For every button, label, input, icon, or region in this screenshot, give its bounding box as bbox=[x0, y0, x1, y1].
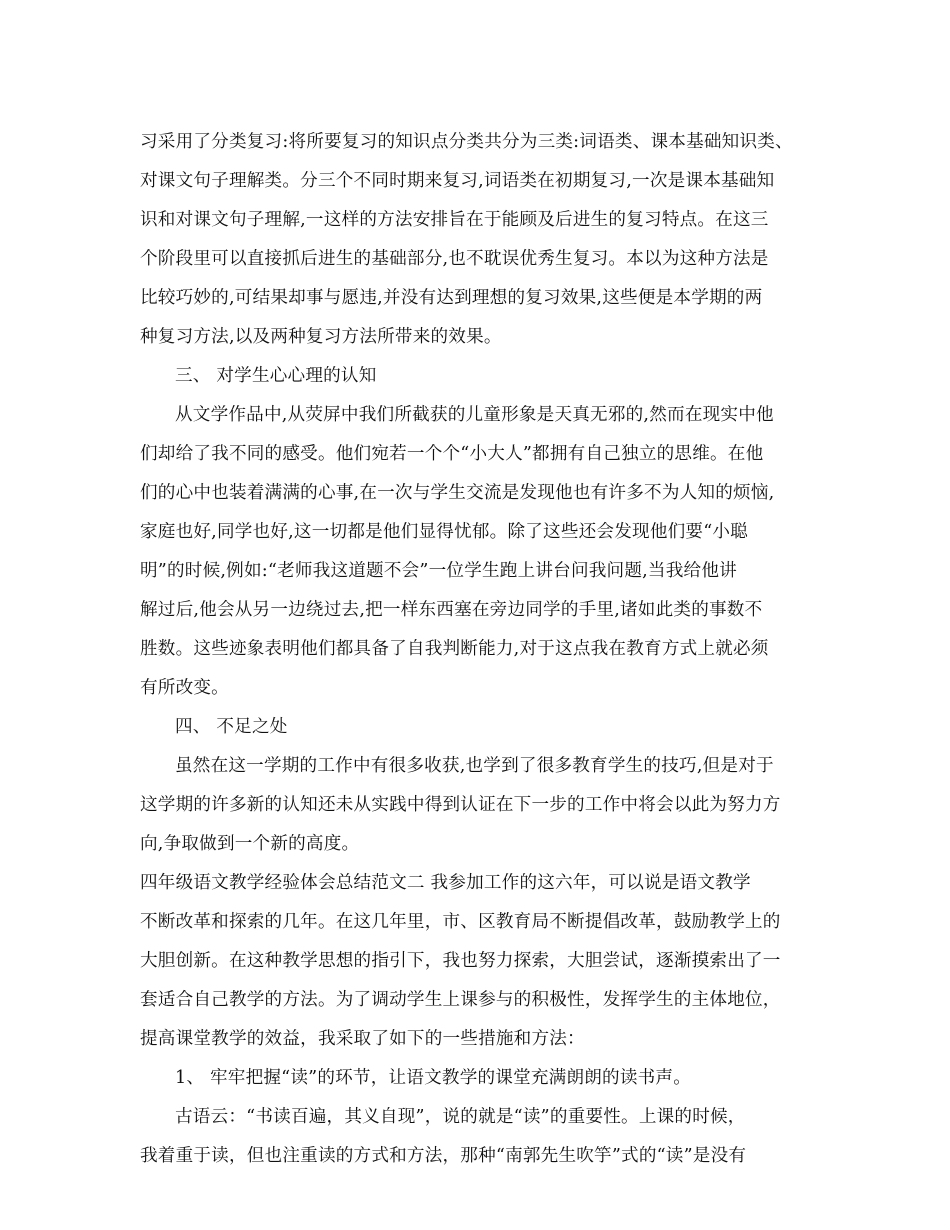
text-line: 解过后,他会从另一边绕过去,把一样东西塞在旁边同学的手里,诸如此类的事数不 bbox=[140, 600, 763, 620]
section-heading: 1、 牢牢把握“读”的环节，让语文教学的课堂充满朗朗的读书声。 bbox=[175, 1068, 692, 1088]
text-line: 我着重于读，但也注重读的方式和方法，那种“南郭先生吹竽”式的“读”是没有 bbox=[140, 1146, 747, 1166]
text-line: 对课文句子理解类。分三个不同时期来复习,词语类在初期复习,一次是课本基础知 bbox=[140, 171, 775, 191]
text-line: 个阶段里可以直接抓后进生的基础部分,也不耽误优秀生复习。本以为这种方法是 bbox=[140, 249, 769, 269]
text-line: 古语云：“书读百遍，其义自现”，说的就是“读”的重要性。上课的时候， bbox=[175, 1107, 746, 1127]
text-line: 种复习方法,以及两种复习方法所带来的效果。 bbox=[140, 327, 502, 347]
text-line: 家庭也好,同学也好,这一切都是他们显得忧郁。除了这些还会发现他们要“小聪 bbox=[140, 522, 748, 542]
text-line: 比较巧妙的,可结果却事与愿违,并没有达到理想的复习效果,这些便是本学期的两 bbox=[140, 288, 763, 308]
text-line: 从文学作品中,从荧屏中我们所截获的儿童形象是天真无邪的,然而在现实中他 bbox=[175, 405, 774, 425]
section-heading: 四、 不足之处 bbox=[175, 717, 288, 737]
article-title-line: 四年级语文教学经验体会总结范文二 我参加工作的这六年，可以说是语文教学 bbox=[140, 873, 751, 893]
text-line: 明”的时候,例如:“老师我这道题不会”一位学生跑上讲台问我问题,当我给他讲 bbox=[140, 561, 737, 581]
text-line: 有所改变。 bbox=[140, 678, 229, 698]
text-line: 虽然在这一学期的工作中有很多收获,也学到了很多教育学生的技巧,但是对于 bbox=[175, 756, 774, 776]
section-heading: 三、 对学生心心理的认知 bbox=[175, 366, 377, 386]
text-line: 胜数。这些迹象表明他们都具备了自我判断能力,对于这点我在教育方式上就必须 bbox=[140, 639, 769, 659]
text-line: 套适合自己教学的方法。为了调动学生上课参与的积极性，发挥学生的主体地位， bbox=[140, 990, 781, 1010]
text-line: 们的心中也装着满满的心事,在一次与学生交流是发现他也有许多不为人知的烦恼, bbox=[140, 483, 775, 503]
text-line: 识和对课文句子理解,一这样的方法安排旨在于能顾及后进生的复习特点。在这三 bbox=[140, 210, 769, 230]
text-line: 们却给了我不同的感受。他们宛若一个个“小大人”都拥有自己独立的思维。在他 bbox=[140, 444, 764, 464]
text-line: 不断改革和探索的几年。在这几年里，市、区教育局不断提倡改革，鼓励教学上的 bbox=[140, 912, 781, 932]
text-line: 向,争取做到一个新的高度。 bbox=[140, 834, 360, 854]
text-line: 提高课堂教学的效益，我采取了如下的一些措施和方法： bbox=[140, 1029, 585, 1049]
text-line: 这学期的许多新的认知还未从实践中得到认证在下一步的工作中将会以此为努力方 bbox=[140, 795, 781, 815]
text-line: 习采用了分类复习:将所要复习的知识点分类共分为三类:词语类、课本基础知识类、 bbox=[140, 132, 793, 152]
text-line: 大胆创新。在这种教学思想的指引下，我也努力探索，大胆尝试，逐渐摸索出了一 bbox=[140, 951, 781, 971]
